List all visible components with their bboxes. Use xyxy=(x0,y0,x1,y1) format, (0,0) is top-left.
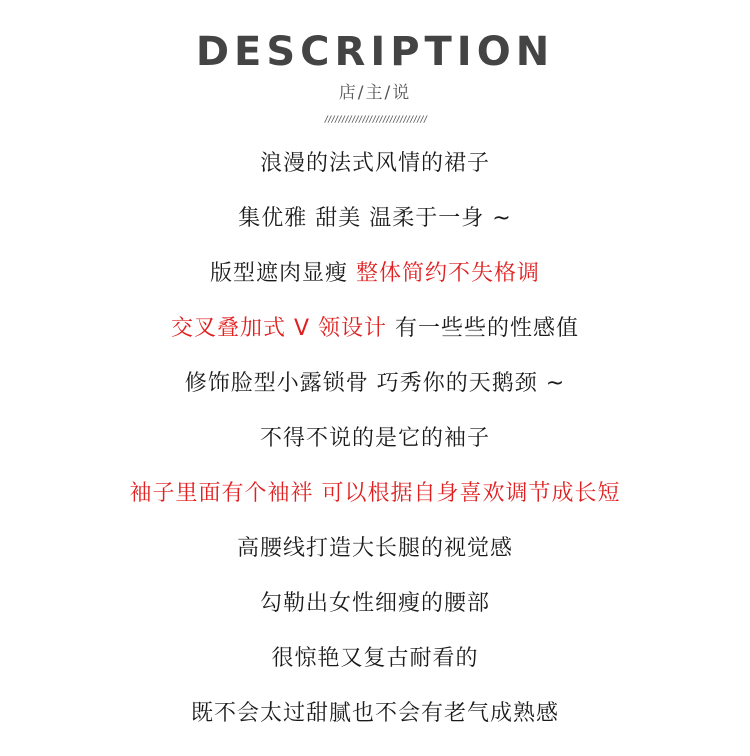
description-line xyxy=(0,476,750,531)
highlight-text: 整体简约不失格调 xyxy=(356,261,541,286)
line-text: 修饰脸型小露锁骨 巧秀你的天鹅颈 ~ xyxy=(184,371,566,396)
description-line xyxy=(0,366,750,421)
description-line xyxy=(0,421,750,476)
line-text: 有一些些的性感值 xyxy=(395,316,580,341)
page-title: DESCRIPTION xyxy=(195,29,555,75)
slash-divider: ////////////////////////////// xyxy=(323,115,427,125)
description-line xyxy=(0,256,750,311)
description-line xyxy=(0,531,750,586)
line-text: 集优雅 甜美 温柔于一身 ~ xyxy=(238,206,512,231)
description-line xyxy=(0,641,750,696)
line-text: 很惊艳又复古耐看的 xyxy=(271,646,479,671)
line-text: 既不会太过甜腻也不会有老气成熟感 xyxy=(190,701,559,726)
page-subtitle: 店/主/说 xyxy=(338,83,412,103)
highlight-text: 袖子里面有个袖袢 可以根据自身喜欢调节成长短 xyxy=(129,481,621,506)
line-text: 版型遮肉显瘦 xyxy=(209,261,348,286)
description-header xyxy=(0,26,750,126)
line-text: 勾勒出女性细瘦的腰部 xyxy=(259,591,490,616)
description-line xyxy=(0,311,750,366)
line-text: 不得不说的是它的袖子 xyxy=(259,426,490,451)
description-line xyxy=(0,146,750,201)
description-line xyxy=(0,696,750,751)
description-line xyxy=(0,586,750,641)
line-text: 高腰线打造大长腿的视觉感 xyxy=(236,536,513,561)
description-lines xyxy=(0,146,750,751)
highlight-text: 交叉叠加式 V 领设计 xyxy=(170,316,388,341)
line-text: 浪漫的法式风情的裙子 xyxy=(259,151,490,176)
description-line xyxy=(0,201,750,256)
